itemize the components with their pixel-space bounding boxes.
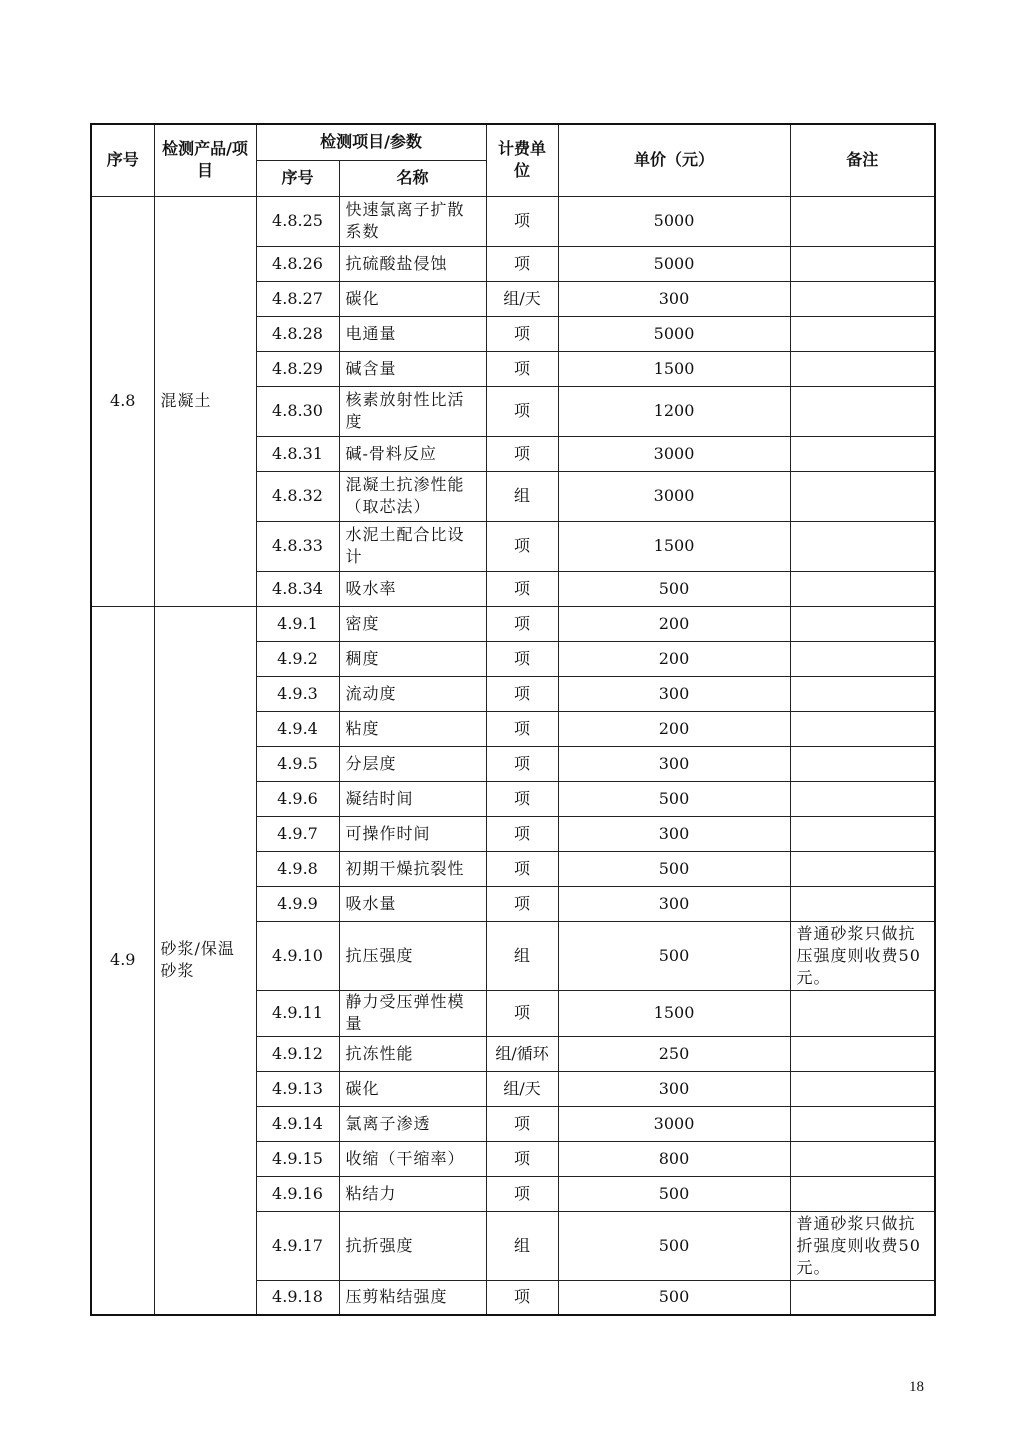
item-remark bbox=[790, 571, 935, 606]
group-seq: 4.8 bbox=[91, 196, 154, 606]
item-price: 3000 bbox=[558, 471, 790, 521]
item-name: 抗硫酸盐侵蚀 bbox=[339, 246, 486, 281]
item-no: 4.9.12 bbox=[256, 1036, 339, 1071]
item-price: 800 bbox=[558, 1141, 790, 1176]
table-row bbox=[91, 196, 935, 246]
item-name: 核素放射性比活度 bbox=[339, 386, 486, 436]
item-remark bbox=[790, 281, 935, 316]
item-no: 4.8.31 bbox=[256, 436, 339, 471]
item-name: 混凝土抗渗性能（取芯法） bbox=[339, 471, 486, 521]
item-price: 5000 bbox=[558, 316, 790, 351]
item-no: 4.8.25 bbox=[256, 196, 339, 246]
header-remark: 备注 bbox=[790, 124, 935, 196]
item-price: 500 bbox=[558, 1280, 790, 1315]
item-name: 快速氯离子扩散系数 bbox=[339, 196, 486, 246]
item-name: 密度 bbox=[339, 606, 486, 641]
item-no: 4.8.30 bbox=[256, 386, 339, 436]
item-remark bbox=[790, 246, 935, 281]
item-no: 4.8.29 bbox=[256, 351, 339, 386]
item-name: 碱含量 bbox=[339, 351, 486, 386]
item-name: 抗压强度 bbox=[339, 921, 486, 990]
item-unit: 项 bbox=[486, 521, 558, 571]
item-unit: 项 bbox=[486, 781, 558, 816]
item-name: 流动度 bbox=[339, 676, 486, 711]
group-product: 砂浆/保温砂浆 bbox=[154, 606, 256, 1315]
item-price: 500 bbox=[558, 571, 790, 606]
item-remark bbox=[790, 1280, 935, 1315]
fee-table bbox=[90, 123, 936, 1316]
item-remark bbox=[790, 1071, 935, 1106]
item-price: 300 bbox=[558, 746, 790, 781]
item-unit: 项 bbox=[486, 851, 558, 886]
item-remark bbox=[790, 1141, 935, 1176]
item-no: 4.8.27 bbox=[256, 281, 339, 316]
item-remark bbox=[790, 436, 935, 471]
item-remark bbox=[790, 386, 935, 436]
item-price: 250 bbox=[558, 1036, 790, 1071]
item-unit: 项 bbox=[486, 436, 558, 471]
item-no: 4.9.13 bbox=[256, 1071, 339, 1106]
item-name: 吸水量 bbox=[339, 886, 486, 921]
item-price: 1500 bbox=[558, 990, 790, 1036]
item-no: 4.9.2 bbox=[256, 641, 339, 676]
item-price: 1500 bbox=[558, 521, 790, 571]
item-price: 5000 bbox=[558, 196, 790, 246]
header-items-group: 检测项目/参数 bbox=[256, 124, 486, 160]
item-no: 4.9.16 bbox=[256, 1176, 339, 1211]
item-remark bbox=[790, 196, 935, 246]
item-remark bbox=[790, 351, 935, 386]
item-price: 300 bbox=[558, 886, 790, 921]
item-price: 1200 bbox=[558, 386, 790, 436]
item-unit: 项 bbox=[486, 816, 558, 851]
header-item-name: 名称 bbox=[339, 160, 486, 196]
item-price: 500 bbox=[558, 1211, 790, 1280]
item-unit: 项 bbox=[486, 386, 558, 436]
item-no: 4.8.33 bbox=[256, 521, 339, 571]
item-remark bbox=[790, 1036, 935, 1071]
table-body bbox=[91, 196, 935, 1315]
item-remark bbox=[790, 471, 935, 521]
item-unit: 项 bbox=[486, 886, 558, 921]
item-name: 碳化 bbox=[339, 1071, 486, 1106]
item-price: 500 bbox=[558, 921, 790, 990]
item-remark bbox=[790, 711, 935, 746]
item-name: 抗冻性能 bbox=[339, 1036, 486, 1071]
item-unit: 组/天 bbox=[486, 1071, 558, 1106]
item-remark bbox=[790, 606, 935, 641]
item-price: 300 bbox=[558, 676, 790, 711]
item-no: 4.8.34 bbox=[256, 571, 339, 606]
item-remark bbox=[790, 316, 935, 351]
item-name: 吸水率 bbox=[339, 571, 486, 606]
item-name: 氯离子渗透 bbox=[339, 1106, 486, 1141]
item-remark: 普通砂浆只做抗压强度则收费50元。 bbox=[790, 921, 935, 990]
item-unit: 组 bbox=[486, 471, 558, 521]
item-name: 电通量 bbox=[339, 316, 486, 351]
item-unit: 项 bbox=[486, 641, 558, 676]
item-no: 4.9.1 bbox=[256, 606, 339, 641]
item-no: 4.8.28 bbox=[256, 316, 339, 351]
item-unit: 项 bbox=[486, 351, 558, 386]
item-no: 4.9.11 bbox=[256, 990, 339, 1036]
item-remark bbox=[790, 1176, 935, 1211]
item-no: 4.9.9 bbox=[256, 886, 339, 921]
item-unit: 项 bbox=[486, 246, 558, 281]
item-unit: 组/天 bbox=[486, 281, 558, 316]
item-name: 可操作时间 bbox=[339, 816, 486, 851]
group-product: 混凝土 bbox=[154, 196, 256, 606]
item-price: 5000 bbox=[558, 246, 790, 281]
item-remark bbox=[790, 1106, 935, 1141]
item-price: 300 bbox=[558, 816, 790, 851]
item-unit: 项 bbox=[486, 990, 558, 1036]
header-item-no: 序号 bbox=[256, 160, 339, 196]
item-price: 3000 bbox=[558, 1106, 790, 1141]
item-remark: 普通砂浆只做抗折强度则收费50元。 bbox=[790, 1211, 935, 1280]
header-product: 检测产品/项目 bbox=[154, 124, 256, 196]
item-no: 4.9.8 bbox=[256, 851, 339, 886]
item-unit: 项 bbox=[486, 711, 558, 746]
item-remark bbox=[790, 781, 935, 816]
item-no: 4.9.10 bbox=[256, 921, 339, 990]
item-remark bbox=[790, 886, 935, 921]
item-name: 碳化 bbox=[339, 281, 486, 316]
item-name: 水泥土配合比设计 bbox=[339, 521, 486, 571]
item-name: 静力受压弹性模量 bbox=[339, 990, 486, 1036]
item-unit: 项 bbox=[486, 746, 558, 781]
header-unit: 计费单位 bbox=[486, 124, 558, 196]
item-no: 4.9.6 bbox=[256, 781, 339, 816]
item-name: 粘度 bbox=[339, 711, 486, 746]
item-unit: 项 bbox=[486, 571, 558, 606]
group-seq: 4.9 bbox=[91, 606, 154, 1315]
header-price: 单价（元） bbox=[558, 124, 790, 196]
item-unit: 项 bbox=[486, 1106, 558, 1141]
item-name: 粘结力 bbox=[339, 1176, 486, 1211]
item-name: 凝结时间 bbox=[339, 781, 486, 816]
item-no: 4.9.18 bbox=[256, 1280, 339, 1315]
item-remark bbox=[790, 851, 935, 886]
item-remark bbox=[790, 521, 935, 571]
item-price: 300 bbox=[558, 1071, 790, 1106]
item-remark bbox=[790, 816, 935, 851]
item-unit: 组 bbox=[486, 921, 558, 990]
item-price: 300 bbox=[558, 281, 790, 316]
item-no: 4.9.7 bbox=[256, 816, 339, 851]
item-unit: 项 bbox=[486, 676, 558, 711]
item-remark bbox=[790, 641, 935, 676]
item-no: 4.9.5 bbox=[256, 746, 339, 781]
page-number: 18 bbox=[909, 1379, 924, 1395]
item-unit: 项 bbox=[486, 606, 558, 641]
item-name: 稠度 bbox=[339, 641, 486, 676]
item-no: 4.8.26 bbox=[256, 246, 339, 281]
item-unit: 项 bbox=[486, 196, 558, 246]
item-no: 4.9.4 bbox=[256, 711, 339, 746]
item-price: 3000 bbox=[558, 436, 790, 471]
item-no: 4.9.3 bbox=[256, 676, 339, 711]
table-row bbox=[91, 606, 935, 641]
item-unit: 组/循环 bbox=[486, 1036, 558, 1071]
item-price: 500 bbox=[558, 781, 790, 816]
item-name: 分层度 bbox=[339, 746, 486, 781]
item-unit: 项 bbox=[486, 1141, 558, 1176]
item-price: 1500 bbox=[558, 351, 790, 386]
item-name: 抗折强度 bbox=[339, 1211, 486, 1280]
item-no: 4.9.17 bbox=[256, 1211, 339, 1280]
item-remark bbox=[790, 746, 935, 781]
item-price: 200 bbox=[558, 606, 790, 641]
item-name: 收缩（干缩率） bbox=[339, 1141, 486, 1176]
item-price: 500 bbox=[558, 1176, 790, 1211]
item-unit: 项 bbox=[486, 1280, 558, 1315]
item-name: 初期干燥抗裂性 bbox=[339, 851, 486, 886]
item-price: 500 bbox=[558, 851, 790, 886]
header-seq: 序号 bbox=[91, 124, 154, 196]
item-price: 200 bbox=[558, 711, 790, 746]
table-header bbox=[91, 124, 935, 196]
item-no: 4.9.15 bbox=[256, 1141, 339, 1176]
item-name: 碱-骨料反应 bbox=[339, 436, 486, 471]
item-unit: 项 bbox=[486, 1176, 558, 1211]
item-no: 4.8.32 bbox=[256, 471, 339, 521]
item-unit: 项 bbox=[486, 316, 558, 351]
item-price: 200 bbox=[558, 641, 790, 676]
item-remark bbox=[790, 676, 935, 711]
item-name: 压剪粘结强度 bbox=[339, 1280, 486, 1315]
item-no: 4.9.14 bbox=[256, 1106, 339, 1141]
item-remark bbox=[790, 990, 935, 1036]
item-unit: 组 bbox=[486, 1211, 558, 1280]
